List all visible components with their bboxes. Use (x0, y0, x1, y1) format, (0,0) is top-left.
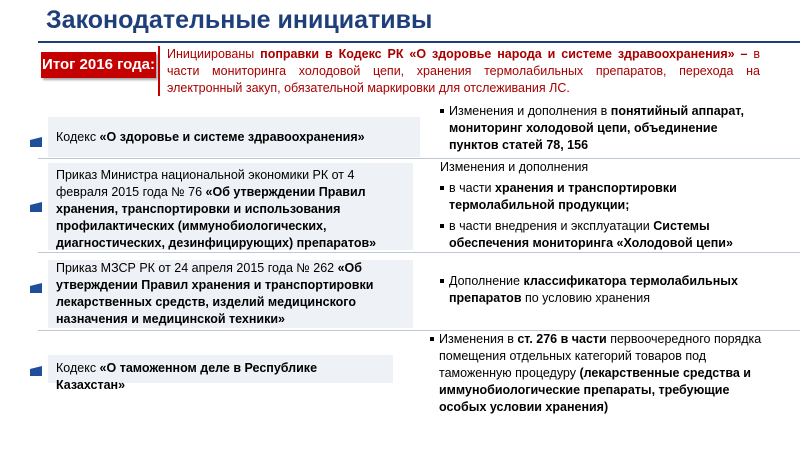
row-3-right: Дополнение классификатора термолабильных препаратов по условию хранения (440, 273, 740, 307)
row-1-left: Кодекс «О здоровье и системе здравоохранения» (48, 117, 420, 157)
row-divider (38, 252, 800, 253)
title-divider (38, 41, 800, 43)
row-3-left: Приказ МЗСР РК от 24 апреля 2015 года № 262 «Об утверждении Правил хранения и транспортировки лекарственных средств, изделий медицинского назначения и медицинской техники» (48, 260, 413, 328)
row-4-left: Кодекс «О таможенном деле в Республике Казахстан» (48, 355, 393, 383)
row-marker-icon (30, 137, 42, 147)
page-title: Законодательные инициативы (46, 6, 433, 34)
row-1-right: Изменения и дополнения в понятийный аппарат, мониторинг холодовой цепи, объединение пунктов статей 78, 156 (440, 103, 770, 154)
summary-divider (158, 46, 160, 96)
summary-badge: Итог 2016 года: (41, 52, 156, 78)
row-2-right: Изменения и дополнения в части хранения и транспортировки термолабильной продукции; в части внедрения и эксплуатации Системы обеспечения мониторинга «Холодовой цепи» (440, 159, 785, 252)
row-marker-icon (30, 202, 42, 212)
row-4-right: Изменения в ст. 276 в части первоочередного порядка помещения отдельных категорий товаров под таможенную процедуру (лекарственные средства и иммунобиологические препараты, требующие особых условии хранения) (430, 331, 775, 416)
row-marker-icon (30, 366, 42, 376)
summary-text: Инициированы поправки в Кодекс РК «О здоровье народа и системе здравоохранения» – в части мониторинга холодовой цепи, хранения термолабильных препаратов, перехода на электронный закуп, обязательной маркировки для отслеживания ЛС. (167, 47, 760, 95)
row-marker-icon (30, 283, 42, 293)
row-2-left: Приказ Министра национальной экономики РК от 4 февраля 2015 года № 76 «Об утверждении Правил хранения, транспортировки и использования профилактических (иммунобиологических, диагностических, дезинфицирующих) препаратов» (48, 163, 413, 250)
